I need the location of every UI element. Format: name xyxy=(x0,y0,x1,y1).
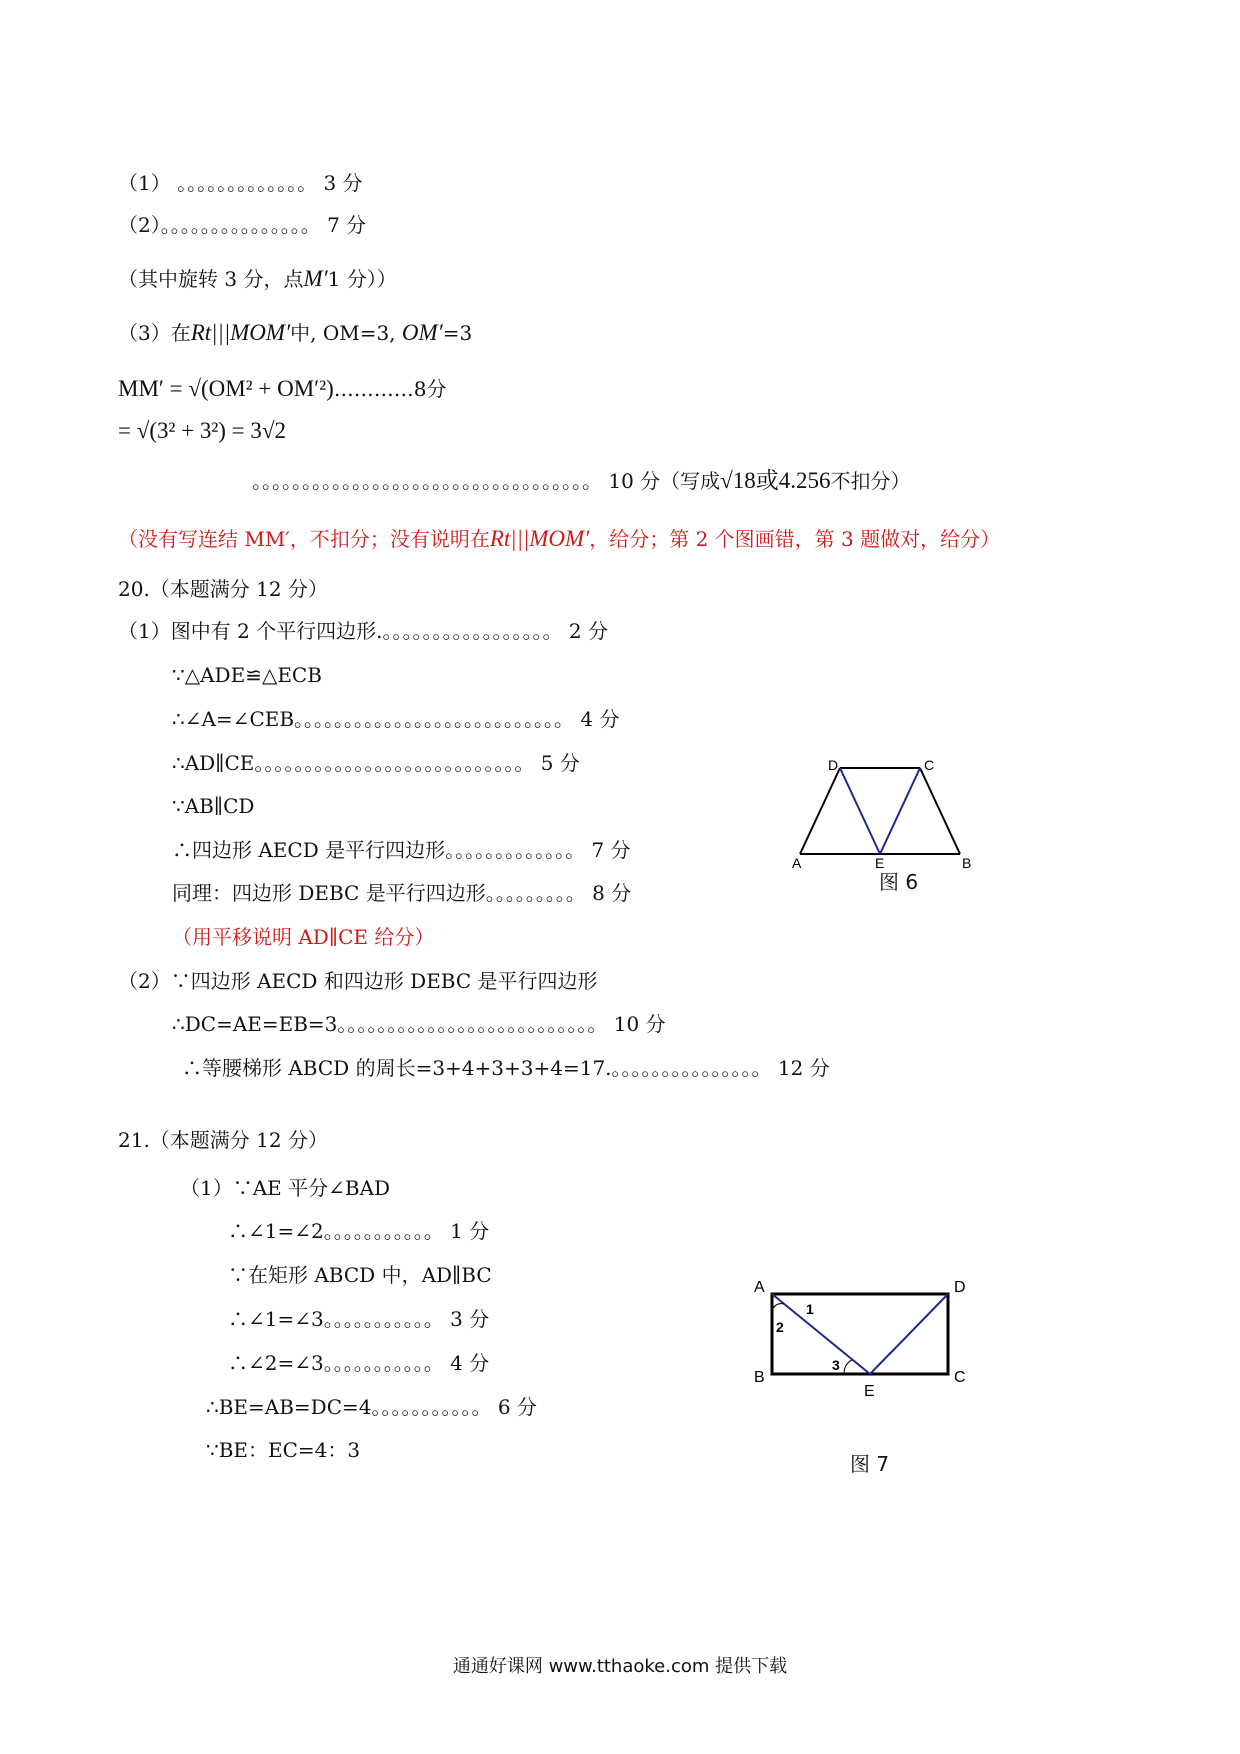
q21-line: ∴∠1=∠3。。。。。。。。。。。 3 分 xyxy=(228,1307,490,1331)
q20-line: ∵AB∥CD xyxy=(172,794,255,818)
q20-line: ∴四边形 AECD 是平行四边形。。。。。。。。。。。。。 7 分 xyxy=(172,838,631,862)
q20-part2-line: （2）∵四边形 AECD 和四边形 DEBC 是平行四边形 xyxy=(118,969,598,993)
vertex-label: C xyxy=(924,760,935,773)
q20-line: ∴AD∥CE。。。。。。。。。。。。。。。。。。。。。。。。。。。 5 分 xyxy=(172,751,580,775)
vertex-label: B xyxy=(754,1369,765,1386)
page-footer: 通通好课网 www.tthaoke.com 提供下载 xyxy=(452,1656,788,1677)
q20-part2-line: ∴DC=AE=EB=3。。。。。。。。。。。。。。。。。。。。。。。。。。 10 分 xyxy=(172,1012,666,1036)
vertex-label: D xyxy=(954,1280,966,1296)
q19-part2-note: （其中旋转 3 分，点M′1 分）） xyxy=(118,266,397,291)
vertex-label: D xyxy=(828,760,839,773)
q19-grading-note: （没有写连结 MM′，不扣分；没有说明在Rt|||MOM′，给分；第 2 个图画错，第 3 题做对，给分） xyxy=(118,526,1001,551)
vertex-label: B xyxy=(962,855,972,871)
q20-line: 同理：四边形 DEBC 是平行四边形。。。。。。。。。 8 分 xyxy=(172,881,632,905)
vertex-label: C xyxy=(954,1369,966,1386)
q21-heading: 21.（本题满分 12 分） xyxy=(118,1128,328,1152)
figure-6-caption: 图 6 xyxy=(879,870,919,894)
q19-part3-score: 。。。。。。。。。。。。。。。。。。。。。。。。。。。。。。。。。。 10 分（写成√18或4.256不扣分） xyxy=(252,468,911,493)
vertex-label: A xyxy=(792,855,802,871)
q19-formula-2: = √(3² + 3²) = 3√2 xyxy=(118,418,287,443)
angle-label: 3 xyxy=(832,1357,840,1373)
q20-part2-line: ∴等腰梯形 ABCD 的周长=3+4+3+3+4=17.。。。。。。。。。。。。。。。 12 分 xyxy=(182,1056,830,1080)
q20-line: ∴∠A=∠CEB。。。。。。。。。。。。。。。。。。。。。。。。。。。 4 分 xyxy=(172,707,620,731)
figure-7-rectangle xyxy=(740,1280,1000,1420)
q19-part3-statement: （3）在Rt|||MOM′中, OM=3, OM′=3 xyxy=(118,320,473,345)
q21-line: （1）∵AE 平分∠BAD xyxy=(180,1176,391,1200)
vertex-label: E xyxy=(875,855,885,871)
q21-line: ∴BE=AB=DC=4。。。。。。。。。。。 6 分 xyxy=(206,1395,537,1419)
q20-grading-note: （用平移说明 AD∥CE 给分） xyxy=(172,925,435,949)
q21-line: ∴∠2=∠3。。。。。。。。。。。 4 分 xyxy=(228,1351,490,1375)
angle-label: 1 xyxy=(806,1301,814,1317)
vertex-label: E xyxy=(864,1383,875,1400)
q19-part2: （2）。。。。。。。。。。。。。。。 7 分 xyxy=(118,213,367,237)
q19-part1: （1） 。。。。。。。。。。。。。 3 分 xyxy=(118,171,363,195)
vertex-label: A xyxy=(754,1280,765,1296)
q19-formula-1: MM′ = √(OM² + OM′²)…………8分 xyxy=(118,376,447,401)
figure-7-caption: 图 7 xyxy=(850,1452,890,1476)
q20-line: （1）图中有 2 个平行四边形.。。。。。。。。。。。。。。。。。 2 分 xyxy=(118,619,608,643)
q21-line: ∵在矩形 ABCD 中，AD∥BC xyxy=(228,1263,492,1287)
q21-line: ∴∠1=∠2。。。。。。。。。。。 1 分 xyxy=(228,1219,490,1243)
q20-line: ∵△ADE≌△ECB xyxy=(172,663,322,687)
q21-line: ∵BE：EC=4：3 xyxy=(206,1438,361,1462)
angle-label: 2 xyxy=(776,1319,784,1335)
q20-heading: 20.（本题满分 12 分） xyxy=(118,577,328,601)
